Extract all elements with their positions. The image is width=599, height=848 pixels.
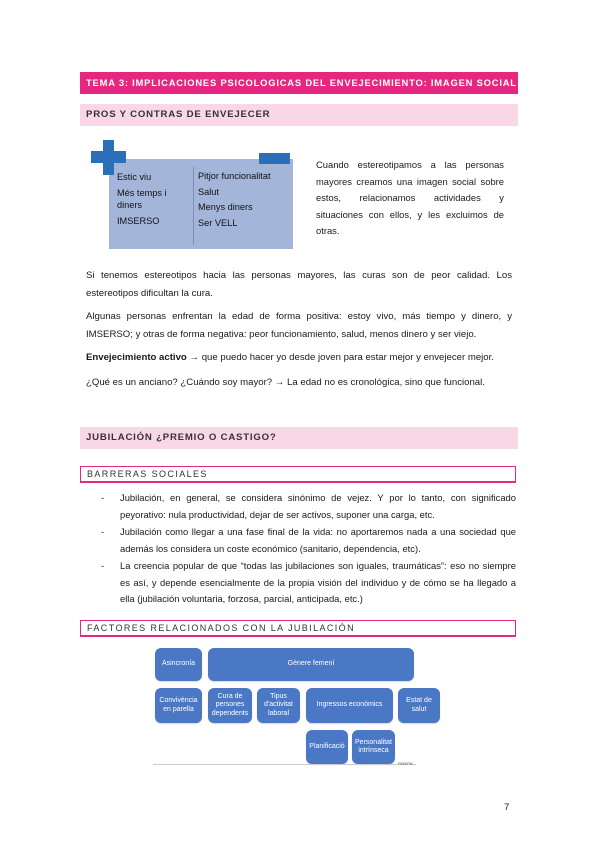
topic-title: TEMA 3: IMPLICACIONES PSICOLOGICAS DEL ENVEJECIMIENTO: IMAGEN SOCIAL bbox=[80, 72, 518, 94]
node-personalitat: Personalitat intrínseca bbox=[352, 730, 395, 764]
paragraph-active-aging bbox=[86, 349, 512, 367]
subheading-barreras: BARRERAS SOCIALES bbox=[80, 466, 516, 483]
page-number: 7 bbox=[504, 802, 510, 813]
pros-item: IMSERSO bbox=[117, 215, 160, 226]
cons-item: Ser VELL bbox=[198, 217, 238, 228]
cons-item: Pitjor funcionalitat bbox=[198, 171, 271, 181]
node-estat-salut: Estat de salut bbox=[398, 688, 440, 723]
node-ingressos: Ingressos econòmics bbox=[306, 688, 393, 723]
bullet-dash: - bbox=[101, 560, 105, 571]
pros-item: Estic viu bbox=[117, 172, 152, 182]
pros-item: Més temps i diners bbox=[117, 187, 167, 210]
list-item bbox=[86, 490, 516, 523]
node-tipus-activitat: Tipus d'activitat laboral bbox=[257, 688, 300, 723]
pros-cons-box bbox=[109, 159, 293, 249]
node-cura: Cura de persones dependents bbox=[208, 688, 252, 723]
bullet-dash: - bbox=[101, 526, 105, 537]
cons-item: Menys diners bbox=[198, 202, 253, 212]
list-item-text: La creencia popular de que “todas las jubilaciones son iguales, traumáticas”: eso no siempre es así, y depende esencialmente de la propia visión del individuo y de cómo se ha llegado a ella (jubilación voluntaria, forzosa, parcial, anticipada, etc.) bbox=[120, 560, 516, 604]
list-item-text: Jubilación como llegar a una fase final de la vida: no aportaremos nada a una sociedad que además los considera un coste económico (sanitario, dependencia, etc). bbox=[120, 526, 516, 554]
section-title-jubilacion: JUBILACIÓN ¿PREMIO O CASTIGO? bbox=[80, 427, 518, 449]
node-convivencia: Convivència en parella bbox=[155, 688, 202, 723]
node-asincronia: Asincronía bbox=[155, 648, 202, 681]
node-planificacio: Planificació bbox=[306, 730, 348, 764]
list-item bbox=[86, 524, 516, 557]
minus-icon bbox=[259, 153, 290, 164]
active-aging-definition: → que puedo hacer yo desde joven para estar mejor y envejecer mejor. bbox=[186, 352, 494, 363]
pros-cons-divider bbox=[193, 167, 194, 245]
list-item bbox=[86, 558, 516, 608]
paragraph-attitudes: Algunas personas enfrentan la edad de forma positiva: estoy vivo, más tiempo y dinero, y IMSERSO; y otras de forma negativa: peor funcionamiento, salud, menos dinero y ser viejo. bbox=[86, 311, 512, 340]
pros-list bbox=[117, 171, 189, 230]
cons-list bbox=[198, 170, 288, 232]
section-title-pros-contras: PROS Y CONTRAS DE ENVEJECER bbox=[80, 104, 518, 126]
bullet-dash: - bbox=[101, 492, 105, 503]
stereotype-paragraph: Cuando estereotipamos a las personas mayores creamos una imagen social sobre estos, relacionamos actividades y situaciones con ellos, y les excluimos de otras. bbox=[316, 159, 504, 236]
barriers-list bbox=[86, 490, 516, 609]
image-credit: FREEPIK bbox=[398, 762, 413, 766]
diagram-baseline bbox=[153, 764, 416, 765]
active-aging-term: Envejecimiento activo bbox=[86, 352, 187, 363]
node-genere-femeni: Gènere femení bbox=[208, 648, 414, 681]
paragraph-elderly-question: ¿Qué es un anciano? ¿Cuándo soy mayor? → La edad no es cronológica, sino que funcional. bbox=[86, 377, 485, 388]
list-item-text: Jubilación, en general, se considera sinónimo de vejez. Y por lo tanto, con significado peyorativo: nula productividad, dejar de ser activos, suponer una carga, etc. bbox=[120, 492, 516, 520]
paragraph-care: Si tenemos estereotipos hacia las personas mayores, las curas son de peor calidad. Los estereotipos dificultan la cura. bbox=[86, 270, 512, 299]
subheading-factores: FACTORES RELACIONADOS CON LA JUBILACIÓN bbox=[80, 620, 516, 637]
plus-icon-vertical bbox=[103, 140, 114, 175]
cons-item: Salut bbox=[198, 186, 219, 197]
